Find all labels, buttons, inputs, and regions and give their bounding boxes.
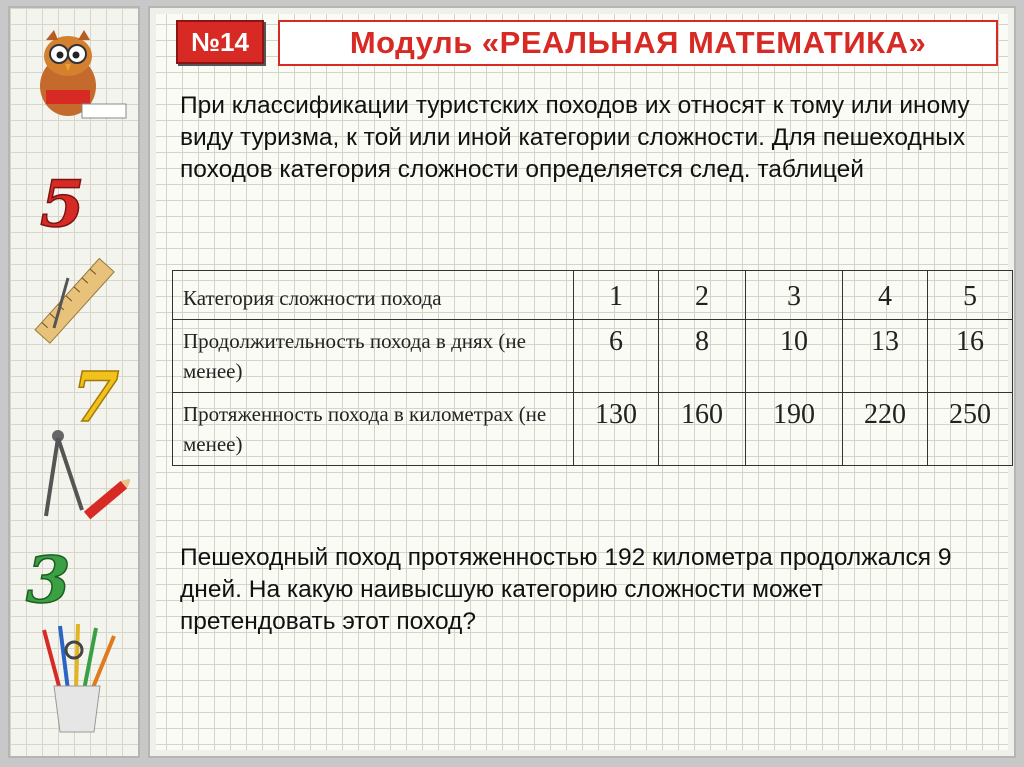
row-label: Продолжительность похода в днях (не менее): [173, 320, 574, 393]
question-text: Пешеходный поход протяженностью 192 километра продолжался 9 дней. На какую наивысшую категорию сложности может претендовать этот поход?: [180, 544, 952, 635]
difficulty-table: [172, 270, 1013, 466]
digit-five-icon: [32, 166, 102, 236]
table-cell: 5: [928, 271, 1013, 320]
table-cell: 16: [928, 320, 1013, 393]
table-cell: 250: [928, 393, 1013, 466]
table-cell: 4: [843, 271, 928, 320]
table-row: [173, 393, 1013, 466]
owl-mascot-icon: [16, 24, 136, 124]
row-label: Категория сложности похода: [173, 271, 574, 320]
table-cell: 13: [843, 320, 928, 393]
table-cell: 3: [746, 271, 843, 320]
table-cell: 2: [659, 271, 746, 320]
table-cell: 10: [746, 320, 843, 393]
digit-seven: 7: [72, 358, 120, 433]
digit-seven-icon: [66, 353, 136, 433]
table-cell: 8: [659, 320, 746, 393]
compass-icon: [30, 426, 130, 546]
pencil-cup-icon: [30, 620, 130, 740]
table-cell: 130: [574, 393, 659, 466]
problem-number-badge: №14: [176, 20, 264, 64]
digit-three-icon: [20, 536, 90, 616]
digit-five: 5: [40, 167, 85, 236]
row-label: Протяженность похода в километрах (не менее): [173, 393, 574, 466]
table-row: [173, 320, 1013, 393]
table-cell: 190: [746, 393, 843, 466]
table-cell: 1: [574, 271, 659, 320]
intro-text: При классификации туристских походов их относят к тому или иному виду туризма, к той или иной категории сложности. Для пешеходных походов категория сложности определяется след. таблицей: [180, 92, 970, 183]
digit-three: 3: [26, 543, 71, 616]
table-cell: 160: [659, 393, 746, 466]
table-row: [173, 271, 1013, 320]
table-cell: 6: [574, 320, 659, 393]
ruler-icon: [24, 248, 124, 358]
table-cell: 220: [843, 393, 928, 466]
decorative-sidebar: [8, 6, 140, 758]
module-title: Модуль «РЕАЛЬНАЯ МАТЕМАТИКА»: [278, 20, 998, 66]
